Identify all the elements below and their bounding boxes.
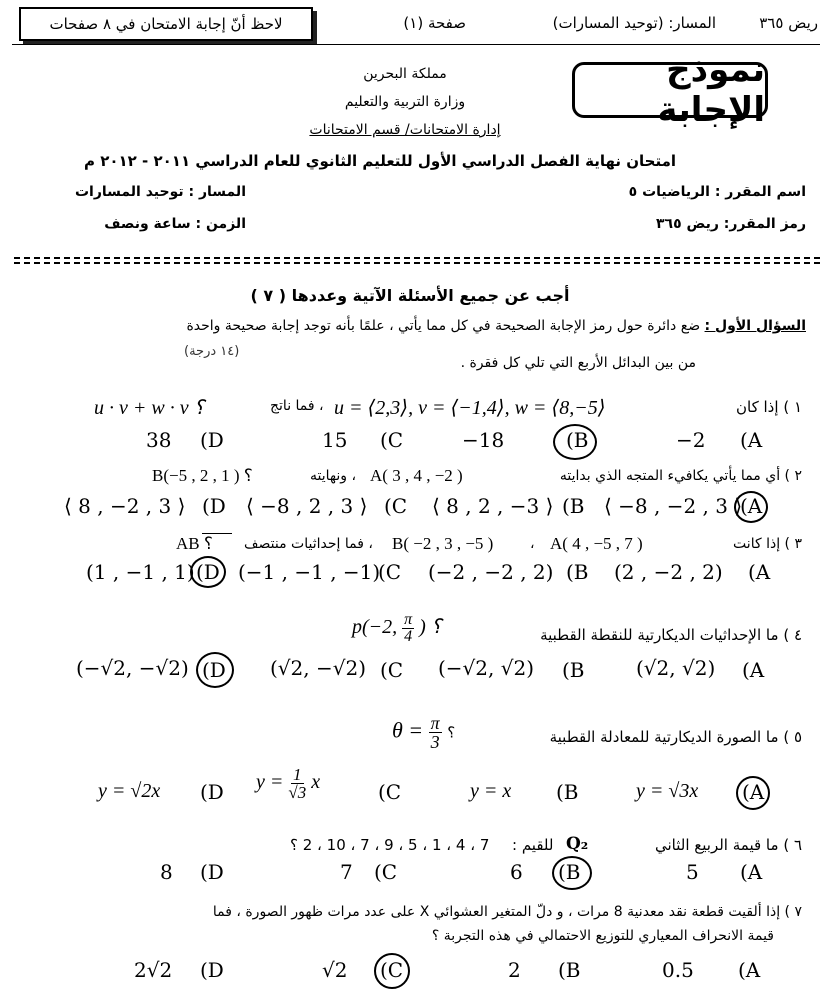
stem-text: ما الصورة الديكارتية للمعادلة القطبية [549,728,779,746]
math-text: x [311,771,321,794]
item-6-stem [655,836,802,854]
item-2-point-b: B(−5 , 2 , 1 ) ؟ [152,466,253,485]
fraction [402,612,414,645]
question-1-text: ضع دائرة حول رمز الإجابة الصحيحة في كل مما يأتي ، علمًا بأنه توجد إجابة صحيحة واحدة [186,318,701,334]
question-1-label: السؤال الأول : [704,318,806,334]
item-6-values: 7 ، 4 ، 1 ، 5 ، 9 ، 7 ، 10 ، 2 ؟ [290,836,490,854]
option-d-letter[interactable]: (D [202,494,226,518]
stem-text: إذا كان [736,398,779,416]
fraction [429,714,442,751]
option-c-letter[interactable]: (C [378,560,402,584]
ministry-name: وزارة التربية والتعليم [344,94,466,110]
option-b-value[interactable]: (−2 , −2 , 2) [428,560,554,584]
track-top: المسار: (توحيد المسارات) [552,14,716,32]
course-code-top: ريض ٣٦٥ [759,14,818,32]
stem-text: إذا ألقيت قطعة نقد معدنية 8 مرات ، و دلّ المتغير العشوائي X على عدد مرات ظهور الصورة ، فما [212,904,781,920]
item-number: ٢ ) [784,468,802,484]
item-number: ٣ ) [784,536,802,552]
option-d-letter[interactable]: (D [200,780,224,804]
item-3-segment: AB ؟ [176,534,213,553]
option-b-value[interactable]: 6 [510,860,523,884]
numerator: π [430,713,440,733]
course-name: اسم المقرر : الرياضيات ٥ [628,184,806,200]
kingdom-name: مملكة البحرين [363,66,447,82]
option-c-value[interactable]: 15 [322,428,348,452]
option-d-value[interactable]: y = √2x [98,780,161,802]
stem-text: ما الإحداثيات الديكارتية للنقطة القطبية [540,626,779,644]
numerator: π [404,611,413,628]
option-b-value[interactable]: 2 [508,958,521,982]
option-a-letter[interactable]: (A [740,494,763,518]
stem-text: ما قيمة الربيع الثاني [655,836,779,854]
answer-model-stamp: نموذج الإجابة [572,62,768,118]
denominator: 3 [430,732,440,752]
item-3-point-a: A( 4 , −5 , 7 ) [550,534,643,553]
option-c-value[interactable]: 7 [340,860,353,884]
option-a-letter[interactable]: (A [742,658,765,682]
answer-circle [553,424,597,460]
option-c-letter[interactable]: (C [378,780,402,804]
section-divider [14,257,820,259]
denominator: 4 [404,628,413,645]
stem-text: إذا كانت [733,536,781,552]
option-a-letter[interactable]: (A [738,958,761,982]
item-2-stem-2: ، ونهايته [310,468,356,484]
option-d-value[interactable]: 2√2 [134,958,173,982]
option-a-value[interactable]: 0.5 [662,958,694,982]
item-number: ٥ ) [783,728,802,746]
answer-circle [736,776,770,810]
item-5-stem [550,728,802,746]
option-d-letter[interactable]: (D [196,560,220,584]
option-c-letter[interactable]: (C [380,958,404,982]
option-c-value[interactable]: √2 [322,958,348,982]
item-number: ١ ) [783,398,802,416]
option-a-value[interactable]: (√2, √2) [636,656,716,680]
math-text: ؟ [447,723,456,742]
answer-circle [374,953,410,989]
option-d-letter[interactable]: (D [200,428,224,452]
option-a-value[interactable]: −2 [676,428,706,452]
option-b-value[interactable]: y = x [470,780,512,802]
option-a-letter[interactable]: (A [748,560,771,584]
option-c-value[interactable]: (√2, −√2) [270,656,367,680]
department-name: إدارة الامتحانات/ قسم الامتحانات [309,122,501,138]
item-number: ٦ ) [783,836,802,854]
numerator: 1 [293,765,302,784]
option-b-value[interactable]: ⟨ 8 , 2 , −3 ⟩ [432,494,554,518]
option-c-value[interactable] [256,766,320,801]
option-b-letter[interactable]: (B [558,958,581,982]
option-d-value[interactable]: 38 [146,428,172,452]
option-c-value[interactable]: (−1 , −1 , −1) [238,560,381,584]
section-divider-2 [14,262,820,264]
option-b-letter[interactable]: (B [566,560,589,584]
math-text: y = [256,771,284,794]
question-1-header [186,318,806,334]
option-d-value[interactable]: ⟨ 8 , −2 , 3 ⟩ [64,494,186,518]
option-b-letter[interactable]: (B [556,780,579,804]
option-d-letter[interactable]: (D [200,958,224,982]
math-text: θ = [392,717,424,743]
option-b-value[interactable]: −18 [462,428,505,452]
answer-circle [190,556,226,588]
option-a-value[interactable]: (2 , −2 , 2) [614,560,723,584]
math-text: p(−2, [352,616,398,639]
option-b-letter[interactable]: (B [558,860,581,884]
option-a-letter[interactable]: (A [742,780,765,804]
option-c-letter[interactable]: (C [384,494,408,518]
question-1-text-2: من بين البدائل الأربع التي تلي كل فقرة . [460,355,696,371]
option-d-letter[interactable]: (D [200,860,224,884]
item-number: ٤ ) [783,626,802,644]
exam-time: الزمن : ساعة ونصف [104,216,246,232]
item-6-q2: Q₂ [566,834,589,854]
fraction [288,766,306,801]
header-divider [12,44,820,45]
item-4-polar-point [352,612,441,645]
instruction: أجب عن جميع الأسئلة الآتية وعددها ( ٧ ) [250,286,570,305]
option-b-letter[interactable]: (B [566,428,589,452]
stem-text: أي مما يأتي يكافيء المتجه الذي بدايته [559,468,781,484]
course-code: رمز المقرر: ريض ٣٦٥ [656,216,806,232]
exam-title: امتحان نهاية الفصل الدراسي الأول للتعليم الثانوي للعام الدراسي ٢٠١١ - ٢٠١٢ م [83,152,677,170]
math-text: ) ؟ [419,616,442,639]
item-number: ٧ ) [784,904,802,920]
option-b-letter[interactable]: (B [562,658,585,682]
option-b-letter[interactable]: (B [562,494,585,518]
option-c-value[interactable]: ⟨ −8 , 2 , 3 ⟩ [246,494,368,518]
item-3-stem [733,536,802,552]
option-a-letter[interactable]: (A [740,860,763,884]
page-number: صفحة (١) [403,14,466,32]
option-d-value[interactable]: (−√2, −√2) [76,656,189,680]
option-a-value[interactable]: ⟨ −8 , −2 , 3 ⟩ [604,494,743,518]
option-b-value[interactable]: (−√2, √2) [438,656,535,680]
option-a-value[interactable]: 5 [686,860,699,884]
denominator: √3 [288,783,307,802]
answer-circle [196,652,234,688]
item-3-stem-3: ، فما إحداثيات منتصف [244,536,373,552]
option-d-value[interactable]: (1 , −1 , 1) [86,560,195,584]
option-c-letter[interactable]: (C [380,658,404,682]
item-2-stem [560,468,802,484]
item-5-polar-equation [392,714,455,751]
item-7-stem [213,904,802,920]
item-6-stem-2: للقيم : [512,836,554,854]
option-c-letter[interactable]: (C [380,428,404,452]
option-d-value[interactable]: 8 [160,860,173,884]
segment-overline [202,533,232,534]
page-count-note: لاحظ أنّ إجابة الامتحان في ٨ صفحات [19,7,313,41]
option-a-value[interactable]: y = √3x [636,780,699,802]
option-a-letter[interactable]: (A [740,428,763,452]
item-3-point-b: B( −2 , 3 , −5 ) [392,534,494,553]
item-2-point-a: A( 3 , 4 , −2 ) [370,466,463,485]
item-1-stem-2: ، فما ناتج [270,398,324,414]
option-c-letter[interactable]: (C [374,860,398,884]
track-info: المسار : توحيد المسارات [74,184,246,200]
item-1-expression: u · v + w · v ؟ [94,397,205,419]
answer-circle [552,856,592,890]
item-1-vectors: u = ⟨2,3⟩, v = ⟨−1,4⟩, w = ⟨8,−5⟩ [334,397,606,419]
item-1-stem [736,398,802,416]
option-d-letter[interactable]: (D [202,658,226,682]
marks-handwritten: (١٤ درجة) [184,344,240,359]
item-4-stem [540,626,802,644]
item-7-stem-2: قيمة الانحراف المعياري للتوزيع الاحتمالي في هذه التجربة ؟ [431,928,774,944]
item-3-stem-2: ، [530,536,535,552]
